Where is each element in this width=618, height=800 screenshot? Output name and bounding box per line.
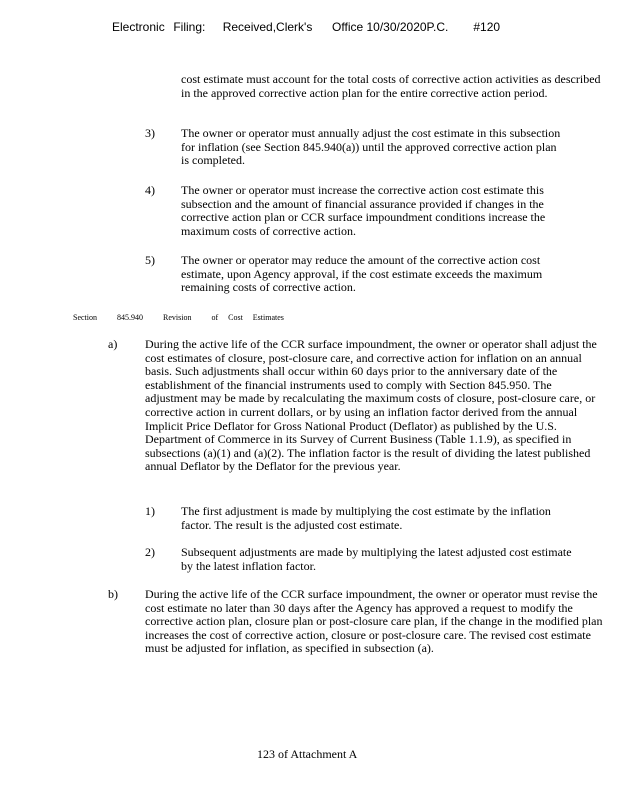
section-word: Section xyxy=(73,313,97,322)
item-5-number: 5) xyxy=(145,253,155,267)
subsection-a2-text: Subsequent adjustments are made by multiplying the latest adjusted cost estimate by the latest inflation factor. xyxy=(181,545,572,573)
item-3-number: 3) xyxy=(145,126,155,140)
header-received: Received,Clerk's xyxy=(222,20,313,34)
header-number: #120 xyxy=(473,20,501,34)
section-title-1: Revision xyxy=(163,313,192,322)
item-3-text: The owner or operator must annually adjust the cost estimate in this subsection for inflation (see Section 845.940(a)) until the approved corrective action plan is completed. xyxy=(181,126,561,168)
header-electronic: Electronic xyxy=(112,20,165,34)
subsection-a1-text: The first adjustment is made by multiplying the cost estimate by the inflation factor. The result is the adjusted cost estimate. xyxy=(181,504,551,532)
subsection-b-label: b) xyxy=(108,587,118,601)
section-title-4: Estimates xyxy=(252,313,284,322)
item-4-number: 4) xyxy=(145,183,155,197)
section-title-3: Cost xyxy=(228,313,243,322)
subsection-a2-number: 2) xyxy=(145,545,155,559)
continuation-paragraph: cost estimate must account for the total costs of corrective action activities as described in the approved corrective action plan for the entire corrective action period. xyxy=(181,72,601,100)
subsection-a-label: a) xyxy=(108,337,118,351)
section-number: 845.940 xyxy=(117,313,143,322)
section-heading xyxy=(73,313,302,322)
item-5-text: The owner or operator may reduce the amount of the corrective action cost estimate, upon Agency approval, if the cost estimate exceeds the maximum remaining costs of corrective action. xyxy=(181,253,543,295)
page-footer: 123 of Attachment A xyxy=(257,747,358,761)
item-4-text: The owner or operator must increase the corrective action cost estimate this subsection and the amount of financial assurance provided if changes in the corrective action plan or CCR surface impoundment conditions increase the maximum costs of corrective action. xyxy=(181,183,546,238)
subsection-b-text: During the active life of the CCR surface impoundment, the owner or operator must revise the cost estimate no later than 30 days after the Agency has approved a request to modify the corrective action plan, closure plan or post-closure care plan, if the change in the modified plan increases the cost of corrective action, closure or post-closure care. The revised cost estimate must be adjusted for inflation, as specified in subsection (a). xyxy=(145,587,603,656)
header-office-date: Office 10/30/2020P.C. xyxy=(332,20,449,34)
subsection-a-text: During the active life of the CCR surface impoundment, the owner or operator shall adjust the cost estimates of closure, post-closure care, and corrective action for inflation on an annual basis. Such adjustments shall occur within 60 days prior to the anniversary date of the establishment of the financial instruments used to comply with Section 845.950. The adjustment may be made by recalculating the maximum costs of closure, post-closure care, or corrective action in current dollars, or by using an inflation factor derived from the annual Implicit Price Deflator for Gross National Product (Deflator) as published by the U.S. Department of Commerce in its Survey of Current Business (Table 1.1.9), as specified in subsections (a)(1) and (a)(2). The inflation factor is the result of dividing the latest published annual Deflator by the Deflator for the previous year. xyxy=(145,337,597,474)
header-filing: Filing: xyxy=(173,20,206,34)
subsection-a1-number: 1) xyxy=(145,504,155,518)
filing-header xyxy=(112,20,500,34)
section-title-2: of xyxy=(211,313,219,322)
